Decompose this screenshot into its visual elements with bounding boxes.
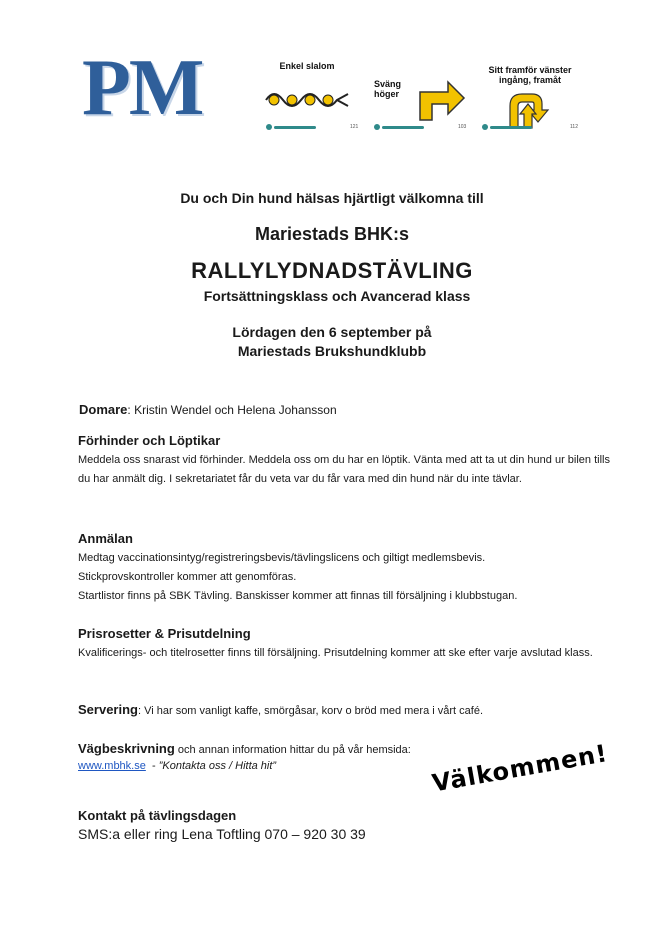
- sign-title: Sväng höger: [374, 79, 402, 99]
- date-line-2: Mariestads Brukshundklubb: [237, 343, 427, 359]
- section-body: Meddela oss snarast vid förhinder. Meddela oss om du har en löptik. Vänta med att ta ut din hund ur bilen tills du har anmält dig. I sekretariatet får du veta var du får vara med din hund när du inte tävlar.: [78, 454, 610, 485]
- domare-label: Domare: [79, 402, 128, 417]
- sign-sitt-framfor: [478, 58, 582, 136]
- club-heading: Mariestads BHK:s: [254, 224, 410, 244]
- section-title: Prisrosetter & Prisutdelning: [78, 626, 251, 641]
- sign-number: 103: [458, 124, 467, 130]
- section-kontakt: [78, 808, 618, 842]
- section-prisrosetter: [78, 626, 618, 663]
- vagbeskrivning-label: Vägbeskrivning: [78, 741, 175, 756]
- website-link[interactable]: www.mbhk.se: [78, 760, 146, 772]
- domare-value: : Kristin Wendel och Helena Johansson: [127, 403, 337, 417]
- section-body: Kvalificerings- och titelrosetter finns till försäljning. Prisutdelning kommer att ske efter varje avslutad klass.: [78, 647, 593, 659]
- section-servering: [78, 702, 618, 717]
- section-line: Medtag vaccinationsintyg/registreringsbevis/tävlingslicens och giltigt medlemsbevis.: [78, 552, 486, 564]
- servering-text: : Vi har som vanligt kaffe, smörgåsar, korv o bröd med mera i vårt café.: [137, 705, 484, 717]
- sign-enkel-slalom: [262, 58, 362, 136]
- date-heading: [0, 323, 664, 361]
- section-body: SMS:a eller ring Lena Toftling 070 – 920 30 39: [78, 826, 366, 842]
- pm-logo: PM: [82, 44, 203, 132]
- slalom-icon: [262, 76, 362, 116]
- vagbeskrivning-text: och annan information hittar du på vår hemsida:: [174, 744, 411, 756]
- sign-number: 112: [570, 124, 578, 130]
- sign-title: Sitt framför vänster ingång, framåt: [488, 65, 572, 85]
- classes-heading: Fortsättningsklass och Avancerad klass: [203, 288, 471, 304]
- section-forhinder: [78, 433, 618, 489]
- sign-svang-hoger: [370, 58, 470, 136]
- event-title: RALLYLYDNADSTÄVLING: [191, 258, 473, 283]
- domare-line: [79, 402, 337, 417]
- turn-right-arrow-icon: [410, 68, 470, 128]
- section-title: Anmälan: [78, 531, 133, 546]
- sign-title: Enkel slalom: [279, 61, 335, 71]
- section-anmalan: [78, 531, 618, 606]
- section-title: Förhinder och Löptikar: [78, 433, 221, 448]
- section-line: Stickprovskontroller kommer att genomföras.: [78, 571, 297, 583]
- section-line: Startlistor finns på SBK Tävling. Banskisser kommer att finnas till försäljning i klubbstugan.: [78, 590, 518, 602]
- welcome-heading: Du och Din hund hälsas hjärtligt välkomna till: [180, 190, 484, 206]
- curved-arrow-icon: [496, 84, 566, 132]
- sign-number: 121: [350, 124, 359, 130]
- link-suffix: ”Kontakta oss / Hitta hit”: [158, 760, 277, 772]
- servering-label: Servering: [78, 702, 138, 717]
- link-dash: -: [145, 760, 159, 772]
- valkommen-text: Välkommen!: [430, 739, 610, 798]
- date-line-1: Lördagen den 6 september på: [232, 324, 432, 340]
- section-title: Kontakt på tävlingsdagen: [78, 808, 237, 823]
